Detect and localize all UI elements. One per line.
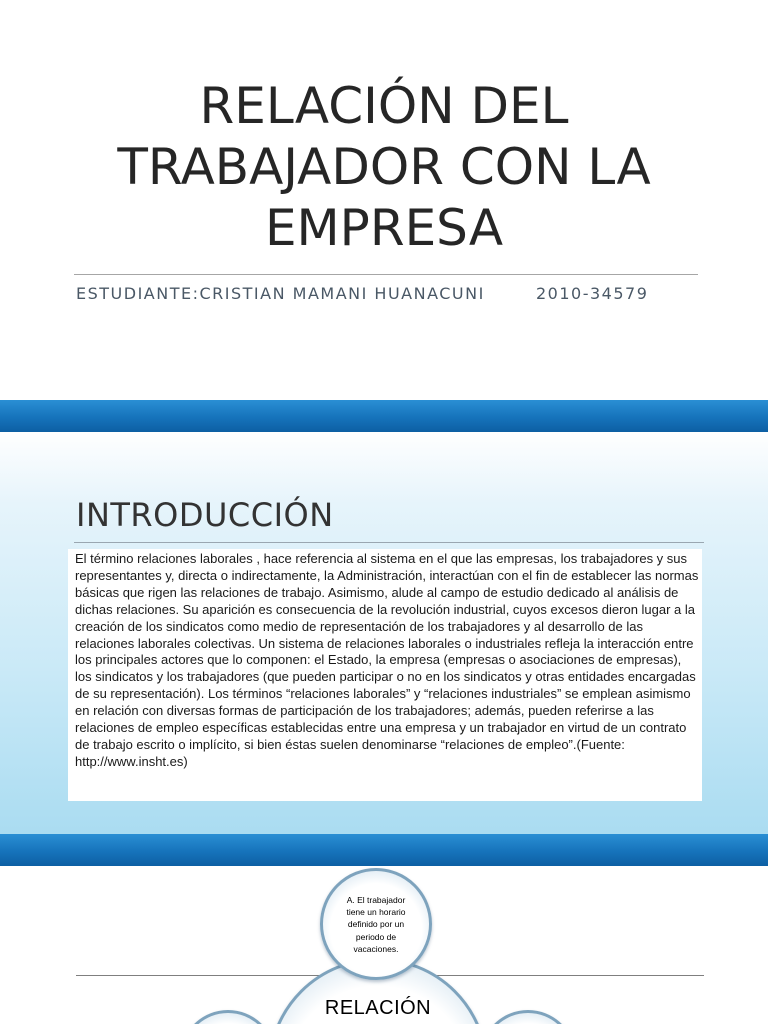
diagram-slide <box>0 866 768 1024</box>
side-bubble-right <box>480 1010 576 1024</box>
slide-separator <box>0 400 768 432</box>
introduction-slide <box>0 432 768 834</box>
intro-divider <box>74 542 704 543</box>
intro-heading: INTRODUCCIÓN <box>76 496 334 534</box>
presentation-title <box>60 76 708 259</box>
title-line: EMPRESA <box>264 199 504 257</box>
student-name: ESTUDIANTE:CRISTIAN MAMANI HUANACUNI <box>76 284 485 303</box>
title-slide <box>0 0 768 400</box>
side-bubble-left <box>180 1010 276 1024</box>
title-line: RELACIÓN DEL <box>199 77 569 135</box>
subtitle <box>76 284 700 303</box>
center-bubble-label: RELACIÓN <box>324 997 432 1019</box>
title-divider <box>74 274 698 275</box>
slide-separator <box>0 834 768 866</box>
student-code: 2010-34579 <box>536 284 649 303</box>
title-line: TRABAJADOR CON LA <box>117 138 651 196</box>
intro-text-box: El término relaciones laborales , hace referencia al sistema en el que las empresas, los trabajadores y sus representantes y, directa o indirectamente, la Administración, interactúan con el fin de establecer las normas básicas que rigen las relaciones de trabajo. Asimismo, alude al campo de estudio dedicado al análisis de dichas relaciones. Su aparición es consecuencia de la revolución industrial, cuyos excesos dieron lugar a la creación de los sindicatos como medio de representación de los trabajadores y al desarrollo de las relaciones laborales colectivas. Un sistema de relaciones laborales o industriales refleja la interacción entre los principales actores que lo componen: el Estado, la empresa (empresas o asociaciones de empresas), los sindicatos y los trabajadores (que pueden participar o no en los sindicatos y otras entidades encargadas de su representación). Los términos “relaciones laborales” y “relaciones industriales” se emplean asimismo en relación con diversas formas de participación de los trabajadores; además, pueden referirse a las relaciones de empleo específicas establecidas entre una empresa y un trabajador en virtud de un contrato de trabajo escrito o implícito, si bien éstas suelen denominarse “relaciones de empleo”.(Fuente: http://www.insht.es) <box>68 549 702 801</box>
top-bubble-label: A. El trabajador tiene un horario definido por un periodo de vacaciones. <box>346 895 406 954</box>
top-bubble <box>320 868 432 980</box>
